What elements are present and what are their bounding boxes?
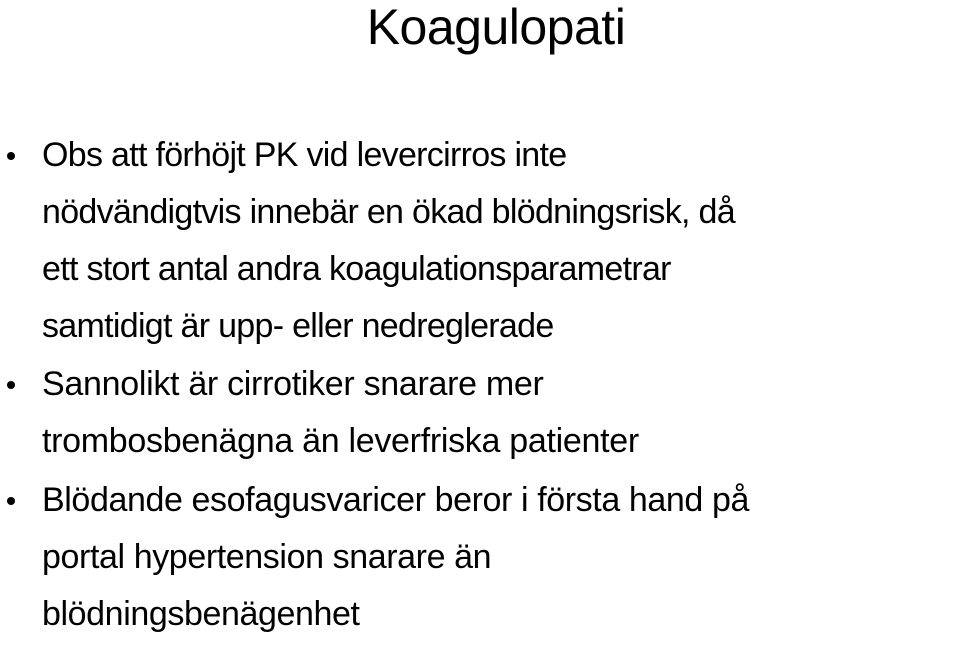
bullet-1-line-3: ett stort antal andra koagulationsparametrar (42, 250, 671, 288)
slide-title: Koagulopati (366, 0, 626, 55)
bullet-3-line-2: portal hypertension snarare än (42, 538, 492, 576)
bullet-2-line-2: trombosbenägna än leverfriska patienter (42, 422, 639, 460)
bullet-item-3 (0, 472, 960, 643)
bullet-dot-icon (7, 152, 15, 160)
bullet-1-line-2: nödvändigtvis innebär en ökad blödningsrisk, då (42, 193, 735, 231)
bullet-dot-icon (7, 497, 15, 505)
bullet-3-line-1: Blödande esofagusvaricer beror i första hand på (42, 481, 749, 519)
bullet-2-line-1: Sannolikt är cirrotiker snarare mer (42, 365, 544, 403)
bullet-1-line-4: samtidigt är upp- eller nedreglerade (42, 307, 554, 345)
bullet-3-line-3: blödningsbenägenhet (42, 595, 360, 633)
bullet-list (0, 127, 960, 643)
bullet-item-2 (0, 356, 960, 470)
bullet-1-line-1: Obs att förhöjt PK vid levercirros inte (42, 136, 567, 174)
bullet-item-1 (0, 127, 960, 355)
bullet-dot-icon (7, 381, 15, 389)
